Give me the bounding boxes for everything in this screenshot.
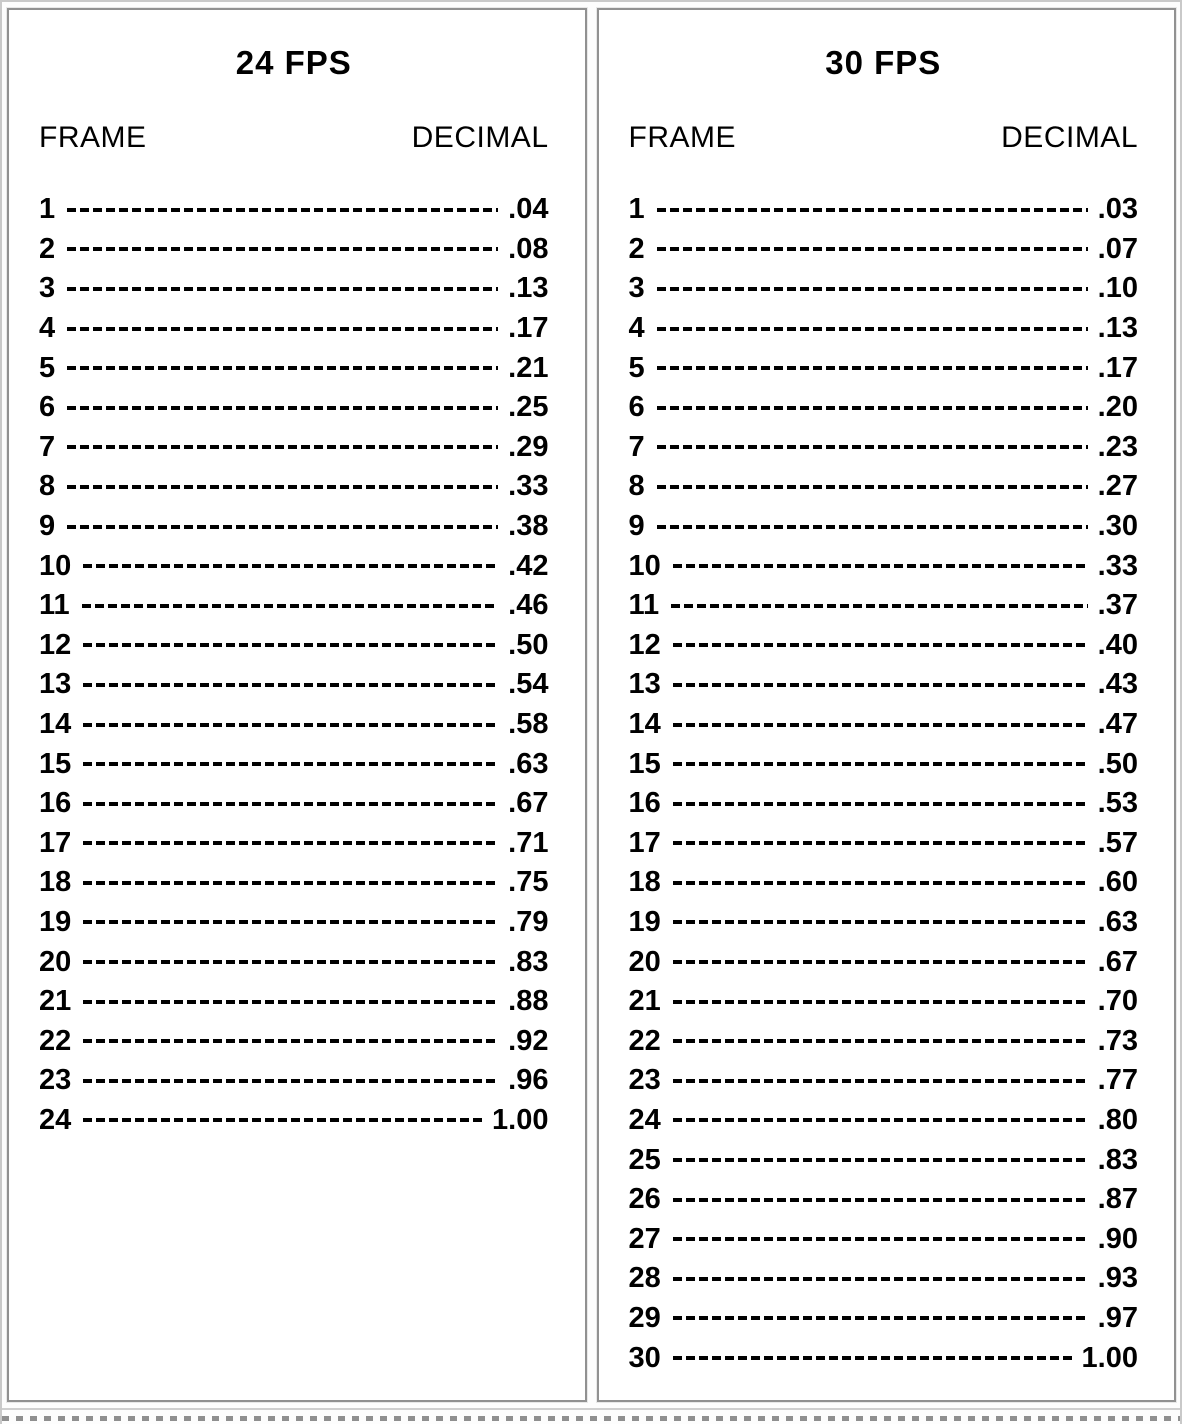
table-row [629,982,1139,1022]
frame-number: 5 [39,351,56,384]
decimal-value: .13 [508,272,549,305]
table-row [39,863,549,903]
dash-leader [83,723,498,727]
frame-number: 22 [39,1024,72,1057]
table-row [39,190,549,230]
decimal-value: .58 [508,708,549,741]
table-row [39,467,549,507]
decimal-value: .70 [1097,985,1138,1018]
table-row [629,1299,1139,1339]
frame-number: 12 [39,628,72,661]
dash-leader [673,1158,1088,1162]
decimal-value: .37 [1097,589,1138,622]
decimal-value: 1.00 [492,1103,549,1136]
page-bottom-edge-line [2,1408,1180,1410]
frame-number: 23 [39,1064,72,1097]
dash-leader [83,920,498,924]
dash-leader [67,445,498,449]
fps24-rows [39,190,549,1140]
dash-leader [657,525,1088,529]
table-row [39,982,549,1022]
dash-leader [673,683,1088,687]
decimal-value: .23 [1097,430,1138,463]
table-row [39,784,549,824]
fps30-table-title: 30 FPS [825,44,942,81]
table-row [39,705,549,745]
decimal-value: .29 [508,430,549,463]
decimal-value: .17 [508,312,549,345]
decimal-value: .20 [1097,391,1138,424]
table-row [39,942,549,982]
dash-leader [657,247,1088,251]
frame-number: 4 [39,312,56,345]
dash-leader [82,604,499,608]
decimal-value: .50 [508,628,549,661]
table-row [629,428,1139,468]
dash-leader [671,604,1088,608]
table-row [39,269,549,309]
dash-leader [673,841,1088,845]
frame-number: 3 [628,272,645,305]
decimal-value: .03 [1097,193,1138,226]
table-row [629,309,1139,349]
table-row [39,1061,549,1101]
table-row [39,388,549,428]
frame-number: 8 [628,470,645,503]
frame-number: 9 [628,510,645,543]
frame-number: 7 [39,430,56,463]
frame-number: 19 [628,905,661,938]
decimal-value: 1.00 [1081,1341,1138,1374]
table-row [629,705,1139,745]
frame-number: 15 [39,747,72,780]
table-row [629,190,1139,230]
table-row [629,863,1139,903]
table-row [629,230,1139,270]
decimal-value: .13 [1097,312,1138,345]
table-row [39,824,549,864]
decimal-value: .08 [508,232,549,265]
dash-leader [83,960,498,964]
decimal-value: .79 [508,905,549,938]
table-row [629,1021,1139,1061]
decimal-value: .83 [508,945,549,978]
frame-number: 4 [628,312,645,345]
dash-leader [673,1356,1072,1360]
table-row [629,1101,1139,1141]
decimal-value: .60 [1097,866,1138,899]
frame-number: 6 [628,391,645,424]
frame-number: 8 [39,470,56,503]
frame-number: 10 [39,549,72,582]
panels-row [2,2,1180,1402]
decimal-value: .25 [508,391,549,424]
dash-leader [67,208,498,212]
dash-leader [657,287,1088,291]
table-row [39,903,549,943]
frame-number: 17 [628,826,661,859]
frame-number: 24 [39,1103,72,1136]
dash-leader [673,881,1088,885]
dash-leader [673,1237,1088,1241]
table-row [629,1140,1139,1180]
dash-leader [657,327,1088,331]
frame-number: 20 [628,945,661,978]
table-row [39,348,549,388]
decimal-value: .30 [1097,510,1138,543]
table-row [629,507,1139,547]
frame-number: 7 [628,430,645,463]
decimal-value: .97 [1097,1301,1138,1334]
table-row [629,586,1139,626]
frame-number: 28 [628,1262,661,1295]
frame-number: 25 [628,1143,661,1176]
dash-leader [67,485,498,489]
decimal-value: .67 [1097,945,1138,978]
frame-number: 19 [39,905,72,938]
dash-leader [673,1039,1088,1043]
decimal-value: .71 [508,826,549,859]
dash-leader [67,247,498,251]
dash-leader [83,564,498,568]
decimal-value: .50 [1097,747,1138,780]
table-row [629,1180,1139,1220]
frame-number: 14 [628,708,661,741]
table-row [629,665,1139,705]
frame-number: 29 [628,1301,661,1334]
dash-leader [83,841,498,845]
dash-leader [657,485,1088,489]
table-row [629,269,1139,309]
fps30-rows [629,190,1139,1378]
decimal-value: .07 [1097,232,1138,265]
table-row [39,626,549,666]
decimal-value: .77 [1097,1064,1138,1097]
decimal-value: .40 [1097,628,1138,661]
table-row [629,348,1139,388]
frame-number: 21 [628,985,661,1018]
decimal-value: .92 [508,1024,549,1057]
table-row [39,1101,549,1141]
frame-number: 9 [39,510,56,543]
frame-number: 16 [628,787,661,820]
table-row [39,507,549,547]
dash-leader [67,327,498,331]
decimal-value: .57 [1097,826,1138,859]
dash-leader [673,1079,1088,1083]
decimal-value: .53 [1097,787,1138,820]
table-row [629,1061,1139,1101]
fps30-table-panel [597,8,1177,1402]
table-row [629,744,1139,784]
dash-leader [657,366,1088,370]
frame-number: 1 [39,193,56,226]
frame-number: 11 [628,589,660,622]
dash-leader [673,1118,1088,1122]
decimal-value: .88 [508,985,549,1018]
dash-leader [67,287,498,291]
frame-number: 12 [628,628,661,661]
dash-leader [673,723,1088,727]
frame-number: 26 [628,1183,661,1216]
decimal-value: .67 [508,787,549,820]
dash-leader [673,1277,1088,1281]
dash-leader [83,762,498,766]
dash-leader [673,762,1088,766]
table-row [39,309,549,349]
table-row [629,903,1139,943]
dash-leader [673,643,1088,647]
decimal-value: .80 [1097,1103,1138,1136]
table-row [629,1259,1139,1299]
frame-column-header: FRAME [628,121,736,154]
dash-leader [83,643,498,647]
decimal-value: .75 [508,866,549,899]
decimal-value: .87 [1097,1183,1138,1216]
frame-number: 11 [39,589,70,622]
frame-number: 2 [628,232,645,265]
frame-number: 24 [628,1103,661,1136]
table-row [39,665,549,705]
decimal-value: .33 [508,470,549,503]
frame-number: 13 [39,668,72,701]
decimal-column-header: DECIMAL [411,121,549,154]
fps30-column-headers [629,120,1139,156]
decimal-column-header: DECIMAL [1001,121,1138,154]
page-bottom-dashed-line [2,1416,1180,1421]
dash-leader [673,1198,1088,1202]
decimal-value: .21 [508,351,549,384]
frame-number: 23 [628,1064,661,1097]
frame-number: 14 [39,708,72,741]
frame-number: 20 [39,945,72,978]
frame-number: 16 [39,787,72,820]
dash-leader [673,920,1088,924]
dash-leader [83,1000,498,1004]
decimal-value: .10 [1097,272,1138,305]
decimal-value: .04 [508,193,549,226]
decimal-value: .83 [1097,1143,1138,1176]
frame-number: 5 [628,351,645,384]
decimal-value: .47 [1097,708,1138,741]
table-row [629,388,1139,428]
decimal-value: .93 [1097,1262,1138,1295]
frame-number: 30 [628,1341,661,1374]
decimal-value: .73 [1097,1024,1138,1057]
fps24-column-headers [39,120,549,156]
frame-number: 10 [628,549,661,582]
frame-number: 27 [628,1222,661,1255]
table-row [629,626,1139,666]
dash-leader [83,683,498,687]
dash-leader [673,802,1088,806]
frame-number: 1 [628,193,645,226]
table-row [39,586,549,626]
table-row [629,546,1139,586]
table-row [629,467,1139,507]
frame-number: 13 [628,668,661,701]
decimal-value: .42 [508,549,549,582]
frame-number: 21 [39,985,72,1018]
decimal-value: .63 [1097,905,1138,938]
decimal-value: .27 [1097,470,1138,503]
table-row [39,744,549,784]
table-row [629,942,1139,982]
decimal-value: .46 [508,589,549,622]
dash-leader [83,1039,498,1043]
dash-leader [673,960,1088,964]
dash-leader [673,1000,1088,1004]
decimal-value: .43 [1097,668,1138,701]
table-row [629,1219,1139,1259]
dash-leader [83,881,498,885]
frame-number: 17 [39,826,72,859]
frame-number: 18 [628,866,661,899]
decimal-value: .38 [508,510,549,543]
dash-leader [657,406,1088,410]
table-row [629,1338,1139,1378]
frame-number: 15 [628,747,661,780]
dash-leader [657,445,1088,449]
table-row [39,1021,549,1061]
table-row [629,784,1139,824]
table-row [39,230,549,270]
dash-leader [83,1118,482,1122]
table-row [39,428,549,468]
table-row [39,546,549,586]
dash-leader [67,366,498,370]
frame-number: 18 [39,866,72,899]
fps24-table-title: 24 FPS [235,44,352,81]
dash-leader [67,525,498,529]
decimal-value: .90 [1097,1222,1138,1255]
dash-leader [673,564,1088,568]
decimal-value: .63 [508,747,549,780]
fps24-table-panel [7,8,587,1402]
frame-column-header: FRAME [39,121,147,154]
frame-number: 6 [39,391,56,424]
dash-leader [657,208,1088,212]
frame-number: 22 [628,1024,661,1057]
dash-leader [673,1316,1088,1320]
frame-number: 2 [39,232,56,265]
frame-number: 3 [39,272,56,305]
dash-leader [83,802,498,806]
dash-leader [83,1079,498,1083]
dash-leader [67,406,498,410]
decimal-value: .33 [1097,549,1138,582]
table-row [629,824,1139,864]
decimal-value: .96 [508,1064,549,1097]
decimal-value: .17 [1097,351,1138,384]
decimal-value: .54 [508,668,549,701]
